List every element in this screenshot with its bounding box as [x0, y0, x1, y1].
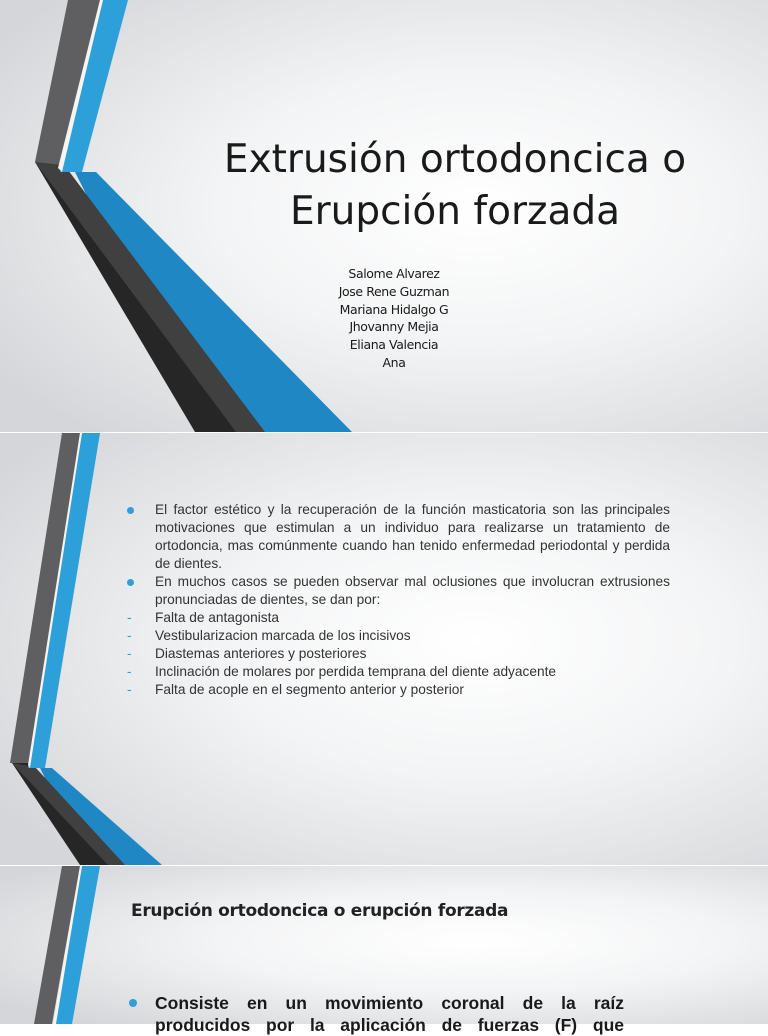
title-line-1: Extrusión ortodoncica o	[223, 137, 687, 182]
stripe-gray-lower	[12, 763, 125, 865]
author-name: Jhovanny Mejia	[349, 319, 439, 335]
list-item: Consiste en un movimiento coronal de la raíz producidos por la aplicación de fuerzas (F) que	[128, 992, 624, 1036]
slide-definition	[0, 866, 768, 1035]
list-item: El factor estético y la recuperación de la función masticatoria son las principales motivaciones que estimulan a un individuo para realizarse un tratamiento de ortodoncia, mas comúnmente cuando han tenido enfermedad periodontal y perdida de dientes.	[126, 501, 670, 573]
list-item: - Vestibularizacion marcada de los incisivos	[126, 627, 670, 645]
slide-title-text	[200, 134, 710, 238]
author-name: Ana	[382, 354, 406, 370]
slide-title	[0, 0, 768, 432]
slide-motivations	[0, 433, 768, 865]
title-line-2: Erupción forzada	[289, 189, 621, 234]
list-item: - Inclinación de molares por perdida temprana del diente adyacente	[126, 663, 670, 681]
list-item: - Falta de acople en el segmento anterior y posterior	[126, 681, 670, 699]
author-list	[300, 265, 488, 372]
definition-list	[128, 992, 624, 1036]
list-item: - Diastemas anteriores y posteriores	[126, 645, 670, 663]
motivations-list	[126, 501, 670, 699]
list-item: - Falta de antagonista	[126, 609, 670, 627]
author-name: Mariana Hidalgo G	[339, 301, 449, 317]
author-name: Eliana Valencia	[349, 337, 439, 353]
list-item: En muchos casos se pueden observar mal oclusiones que involucran extrusiones pronunciadas de dientes, se dan por:	[126, 573, 670, 609]
author-name: Jose Rene Guzman	[338, 283, 450, 299]
author-name: Salome Alvarez	[348, 266, 440, 281]
slide-heading: Erupción ortodoncica o erupción forzada	[131, 901, 509, 921]
